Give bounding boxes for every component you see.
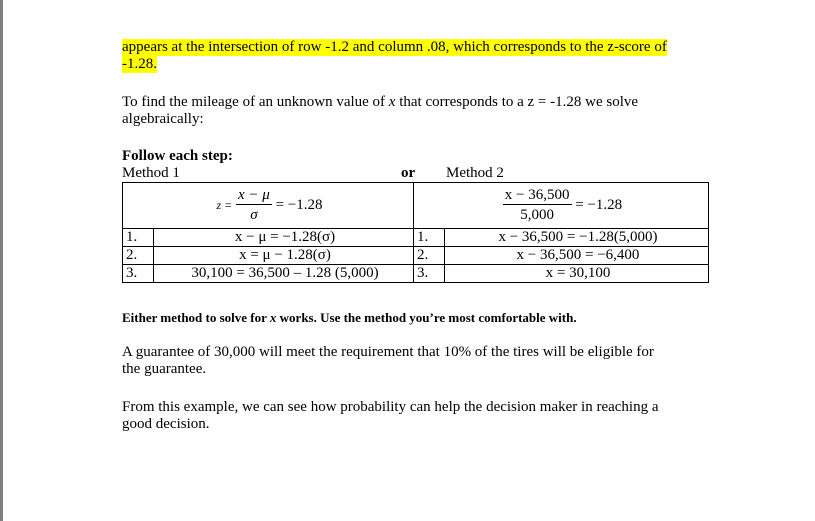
table-row [123, 265, 709, 283]
para2-line-2: the guarantee. [122, 361, 207, 377]
para1-text-b: that corresponds to a z = -1.28 we solve [395, 94, 639, 110]
method1-label: Method 1 [122, 165, 180, 181]
para3-line-2: good decision. [122, 416, 210, 432]
m1-step-equation: x = μ − 1.28(σ) [154, 247, 414, 265]
m1-step-number: 3. [123, 265, 154, 283]
m1-step-number: 1. [123, 229, 154, 247]
follow-heading: Follow each step: [122, 148, 233, 164]
method2-label: Method 2 [446, 165, 504, 181]
m1-step-equation: 30,100 = 36,500 – 1.28 (5,000) [154, 265, 414, 283]
m1-rhs: = −1.28 [275, 196, 323, 213]
m2-step-number: 2. [414, 247, 445, 265]
table-header-row [123, 183, 709, 229]
method2-formula-cell [414, 183, 709, 229]
m2-fraction [503, 187, 572, 224]
m1-denominator: σ [250, 207, 258, 223]
para2-line-1: A guarantee of 30,000 will meet the requirement that 10% of the tires will be eligible for [122, 344, 654, 360]
m1-step-equation: x − μ = −1.28(σ) [154, 229, 414, 247]
m2-step-number: 3. [414, 265, 445, 283]
para1-line-1 [122, 94, 638, 111]
method1-formula-cell [123, 183, 414, 229]
m2-numerator: x − 36,500 [504, 187, 570, 203]
or-label: or [401, 165, 416, 181]
m1-step-number: 2. [123, 247, 154, 265]
m2-step-equation: x − 36,500 = −1.28(5,000) [445, 229, 709, 247]
m1-fraction [236, 187, 272, 224]
table-row [123, 229, 709, 247]
para3-line-1: From this example, we can see how probability can help the decision maker in reaching a [122, 399, 659, 415]
para1-var-x: x [388, 94, 396, 110]
para1-line-2: algebraically: [122, 111, 204, 127]
m2-rhs: = −1.28 [575, 196, 623, 213]
methods-table [122, 182, 709, 283]
either-note [122, 309, 577, 326]
either-text-a: Either method to solve for [122, 310, 270, 325]
either-var-x: x [269, 310, 277, 325]
m2-step-equation: x = 30,100 [445, 265, 709, 283]
m1-lhs: z = [216, 197, 233, 212]
either-text-b: works. Use the method you’re most comfortable with. [276, 310, 577, 325]
intro-line-1: appears at the intersection of row -1.2 and column .08, which corresponds to the z-score of [122, 39, 667, 55]
m2-step-number: 1. [414, 229, 445, 247]
table-row [123, 247, 709, 265]
m2-step-equation: x − 36,500 = −6,400 [445, 247, 709, 265]
page-edge-bar [0, 0, 3, 521]
intro-line-2: -1.28. [122, 56, 157, 72]
para1-text-a: To find the mileage of an unknown value of [122, 94, 389, 110]
m1-numerator: x − μ [238, 187, 270, 203]
m2-denominator: 5,000 [520, 207, 555, 223]
